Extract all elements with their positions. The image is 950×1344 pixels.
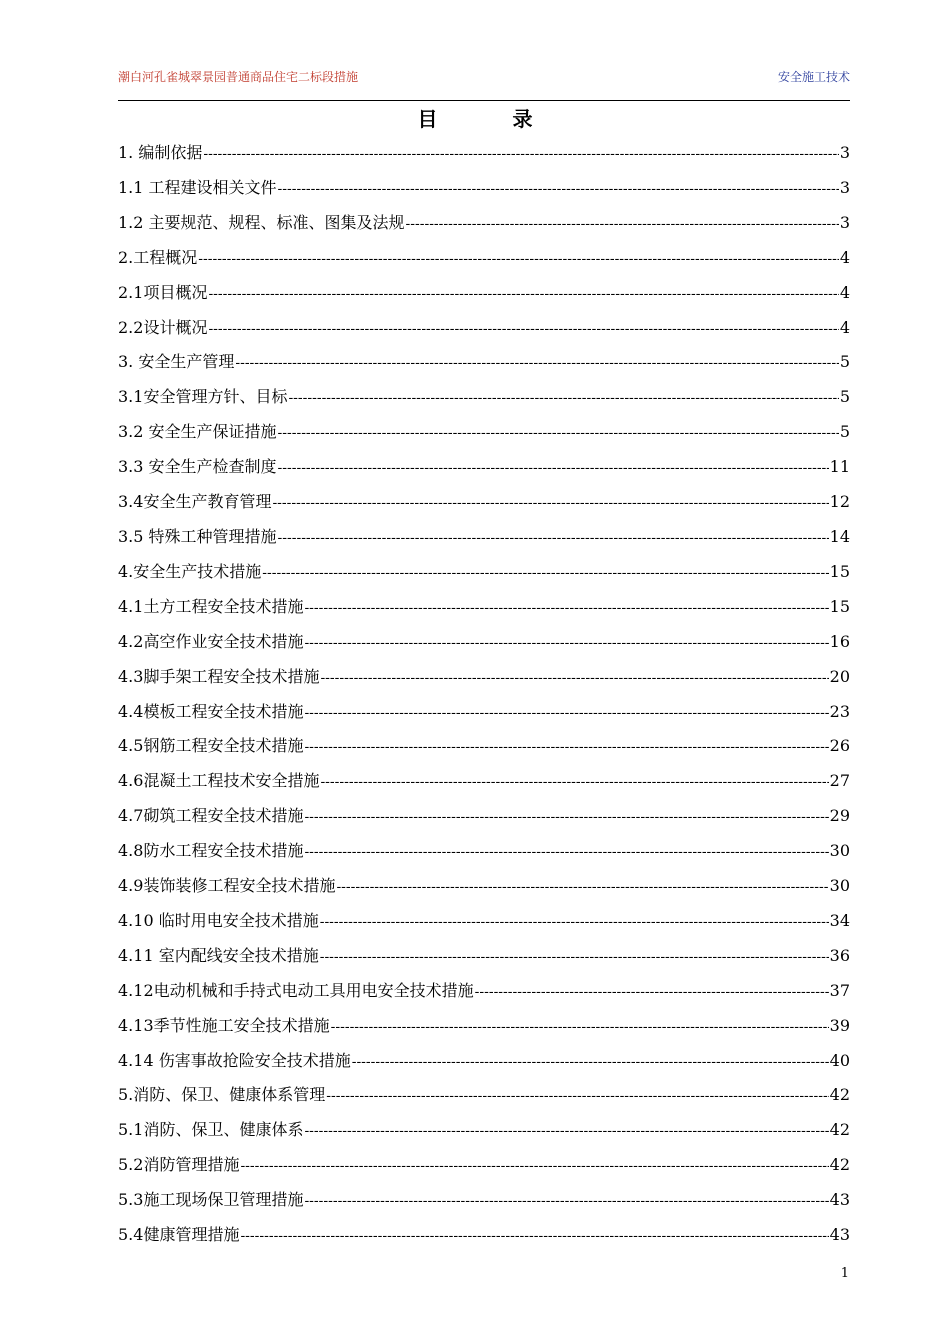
toc-entry[interactable] bbox=[118, 415, 850, 450]
toc-entry-label: 4.5钢筋工程安全技术措施 bbox=[118, 736, 304, 756]
toc-entry[interactable] bbox=[118, 974, 850, 1009]
toc-dot-leader bbox=[278, 521, 829, 556]
toc-entry[interactable] bbox=[118, 764, 850, 799]
toc-entry-label: 4.2高空作业安全技术措施 bbox=[118, 631, 304, 651]
toc-entry-page: 30 bbox=[829, 876, 850, 896]
toc-dot-leader bbox=[203, 137, 838, 172]
toc-entry-label: 5.1消防、保卫、健康体系 bbox=[118, 1120, 304, 1140]
toc-dot-leader bbox=[320, 661, 828, 696]
toc-entry-page: 3 bbox=[839, 143, 850, 162]
toc-entry-page: 36 bbox=[829, 945, 850, 965]
table-of-contents bbox=[118, 136, 850, 1253]
toc-dot-leader bbox=[304, 591, 828, 626]
toc-dot-leader bbox=[304, 730, 828, 765]
toc-entry-page: 4 bbox=[839, 282, 850, 302]
toc-entry-page: 15 bbox=[829, 596, 850, 616]
toc-dot-leader bbox=[304, 835, 828, 870]
toc-entry-page: 15 bbox=[829, 561, 850, 581]
toc-entry-label: 4.4模板工程安全技术措施 bbox=[118, 701, 304, 721]
toc-dot-leader bbox=[304, 800, 828, 835]
toc-entry[interactable] bbox=[118, 276, 850, 311]
toc-entry-label: 2.工程概况 bbox=[118, 247, 198, 267]
toc-entry-label: 4.6混凝土工程技术安全措施 bbox=[118, 771, 320, 791]
toc-dot-leader bbox=[320, 905, 829, 940]
toc-dot-leader bbox=[475, 975, 829, 1010]
toc-entry-page: 4 bbox=[839, 247, 850, 267]
toc-entry[interactable] bbox=[118, 1183, 850, 1218]
toc-entry-label: 1.2 主要规范、规程、标准、图集及法规 bbox=[118, 212, 405, 232]
toc-entry[interactable] bbox=[118, 834, 850, 869]
toc-entry[interactable] bbox=[118, 869, 850, 904]
toc-entry[interactable] bbox=[118, 1044, 850, 1079]
toc-entry-label: 3.2 安全生产保证措施 bbox=[118, 422, 277, 442]
toc-title: 目 录 bbox=[417, 107, 567, 131]
toc-dot-leader bbox=[331, 1010, 829, 1045]
toc-entry[interactable] bbox=[118, 799, 850, 834]
toc-entry-label: 4.10 临时用电安全技术措施 bbox=[118, 910, 319, 930]
toc-entry-page: 39 bbox=[829, 1015, 850, 1035]
toc-entry[interactable] bbox=[118, 311, 850, 346]
toc-entry-page: 5 bbox=[839, 352, 850, 372]
toc-entry-label: 4.3脚手架工程安全技术措施 bbox=[118, 666, 320, 686]
toc-entry-label: 3. 安全生产管理 bbox=[118, 352, 235, 372]
toc-entry[interactable] bbox=[118, 660, 850, 695]
toc-entry-label: 4.14 伤害事故抢险安全技术措施 bbox=[118, 1050, 351, 1070]
toc-entry[interactable] bbox=[118, 729, 850, 764]
toc-entry[interactable] bbox=[118, 939, 850, 974]
toc-entry-label: 2.1项目概况 bbox=[118, 282, 208, 302]
toc-entry-page: 30 bbox=[829, 841, 850, 861]
toc-dot-leader bbox=[278, 172, 839, 207]
toc-entry-label: 1. 编制依据 bbox=[118, 143, 203, 162]
toc-entry-page: 40 bbox=[829, 1050, 850, 1070]
toc-dot-leader bbox=[336, 870, 828, 905]
running-header bbox=[118, 68, 850, 101]
toc-entry[interactable] bbox=[118, 241, 850, 276]
toc-entry-page: 42 bbox=[829, 1085, 850, 1105]
toc-entry-label: 5.2消防管理措施 bbox=[118, 1155, 240, 1175]
toc-entry-label: 3.5 特殊工种管理措施 bbox=[118, 526, 277, 546]
toc-dot-leader bbox=[240, 1149, 828, 1184]
toc-entry-label: 1.1 工程建设相关文件 bbox=[118, 177, 277, 197]
toc-entry[interactable] bbox=[118, 1078, 850, 1113]
toc-entry-label: 4.安全生产技术措施 bbox=[118, 561, 262, 581]
toc-entry[interactable] bbox=[118, 1218, 850, 1253]
toc-entry[interactable] bbox=[118, 590, 850, 625]
toc-dot-leader bbox=[304, 626, 828, 661]
toc-entry-label: 5.4健康管理措施 bbox=[118, 1225, 240, 1245]
toc-dot-leader bbox=[320, 940, 829, 975]
toc-entry[interactable] bbox=[118, 136, 850, 171]
toc-entry-label: 4.7砌筑工程安全技术措施 bbox=[118, 806, 304, 826]
toc-entry-page: 11 bbox=[829, 457, 850, 477]
toc-entry[interactable] bbox=[118, 520, 850, 555]
toc-entry-page: 3 bbox=[839, 212, 850, 232]
toc-entry-label: 3.4安全生产教育管理 bbox=[118, 492, 272, 512]
toc-entry[interactable] bbox=[118, 555, 850, 590]
header-project-name: 潮白河孔雀城翠景园普通商品住宅二标段措施 bbox=[118, 70, 359, 84]
toc-entry-page: 42 bbox=[829, 1155, 850, 1175]
toc-entry-label: 4.11 室内配线安全技术措施 bbox=[118, 945, 319, 965]
toc-entry-page: 42 bbox=[829, 1120, 850, 1140]
page-number: 1 bbox=[840, 1266, 849, 1281]
toc-entry-label: 4.13季节性施工安全技术措施 bbox=[118, 1015, 330, 1035]
toc-entry-page: 34 bbox=[829, 910, 850, 930]
toc-entry-page: 27 bbox=[829, 771, 850, 791]
toc-dot-leader bbox=[235, 346, 838, 381]
toc-dot-leader bbox=[304, 696, 828, 731]
toc-entry[interactable] bbox=[118, 695, 850, 730]
toc-entry-page: 26 bbox=[829, 736, 850, 756]
header-document-type: 安全施工技术 bbox=[777, 70, 850, 84]
toc-entry[interactable] bbox=[118, 1009, 850, 1044]
toc-entry-label: 5.消防、保卫、健康体系管理 bbox=[118, 1085, 326, 1105]
toc-entry[interactable] bbox=[118, 345, 850, 380]
toc-entry-page: 14 bbox=[829, 526, 850, 546]
toc-entry[interactable] bbox=[118, 206, 850, 241]
toc-entry-page: 43 bbox=[829, 1190, 850, 1210]
toc-entry-label: 4.8防水工程安全技术措施 bbox=[118, 841, 304, 861]
toc-entry-label: 4.9装饰装修工程安全技术措施 bbox=[118, 876, 336, 896]
toc-entry[interactable] bbox=[118, 904, 850, 939]
toc-entry[interactable] bbox=[118, 485, 850, 520]
toc-entry-label: 2.2设计概况 bbox=[118, 317, 208, 337]
toc-entry-page: 16 bbox=[829, 631, 850, 651]
toc-entry[interactable] bbox=[118, 1113, 850, 1148]
toc-dot-leader bbox=[198, 242, 839, 277]
toc-entry-label: 3.1安全管理方针、目标 bbox=[118, 387, 288, 407]
toc-entry-page: 4 bbox=[839, 317, 850, 337]
toc-entry[interactable] bbox=[118, 625, 850, 660]
toc-dot-leader bbox=[406, 207, 839, 242]
toc-dot-leader bbox=[278, 451, 829, 486]
toc-entry-page: 29 bbox=[829, 806, 850, 826]
toc-dot-leader bbox=[240, 1219, 828, 1254]
toc-entry-page: 3 bbox=[839, 177, 850, 197]
toc-entry[interactable] bbox=[118, 450, 850, 485]
toc-entry-label: 4.1土方工程安全技术措施 bbox=[118, 596, 304, 616]
toc-dot-leader bbox=[320, 765, 828, 800]
toc-entry-page: 23 bbox=[829, 701, 850, 721]
toc-dot-leader bbox=[304, 1114, 828, 1149]
toc-entry[interactable] bbox=[118, 380, 850, 415]
toc-dot-leader bbox=[352, 1045, 829, 1080]
toc-entry-page: 37 bbox=[829, 980, 850, 1000]
toc-dot-leader bbox=[262, 556, 828, 591]
toc-entry-page: 5 bbox=[839, 387, 850, 407]
toc-entry-page: 12 bbox=[829, 492, 850, 512]
toc-entry[interactable] bbox=[118, 171, 850, 206]
toc-entry-page: 20 bbox=[829, 666, 850, 686]
toc-dot-leader bbox=[272, 486, 828, 521]
toc-dot-leader bbox=[326, 1079, 828, 1114]
toc-entry-label: 3.3 安全生产检查制度 bbox=[118, 457, 277, 477]
toc-dot-leader bbox=[288, 381, 838, 416]
toc-entry-page: 43 bbox=[829, 1225, 850, 1245]
toc-entry-page: 5 bbox=[839, 422, 850, 442]
toc-entry-label: 4.12电动机械和手持式电动工具用电安全技术措施 bbox=[118, 980, 474, 1000]
toc-dot-leader bbox=[278, 416, 839, 451]
toc-entry[interactable] bbox=[118, 1148, 850, 1183]
toc-dot-leader bbox=[208, 312, 838, 347]
toc-dot-leader bbox=[304, 1184, 828, 1219]
toc-entry-label: 5.3施工现场保卫管理措施 bbox=[118, 1190, 304, 1210]
toc-dot-leader bbox=[208, 277, 838, 312]
